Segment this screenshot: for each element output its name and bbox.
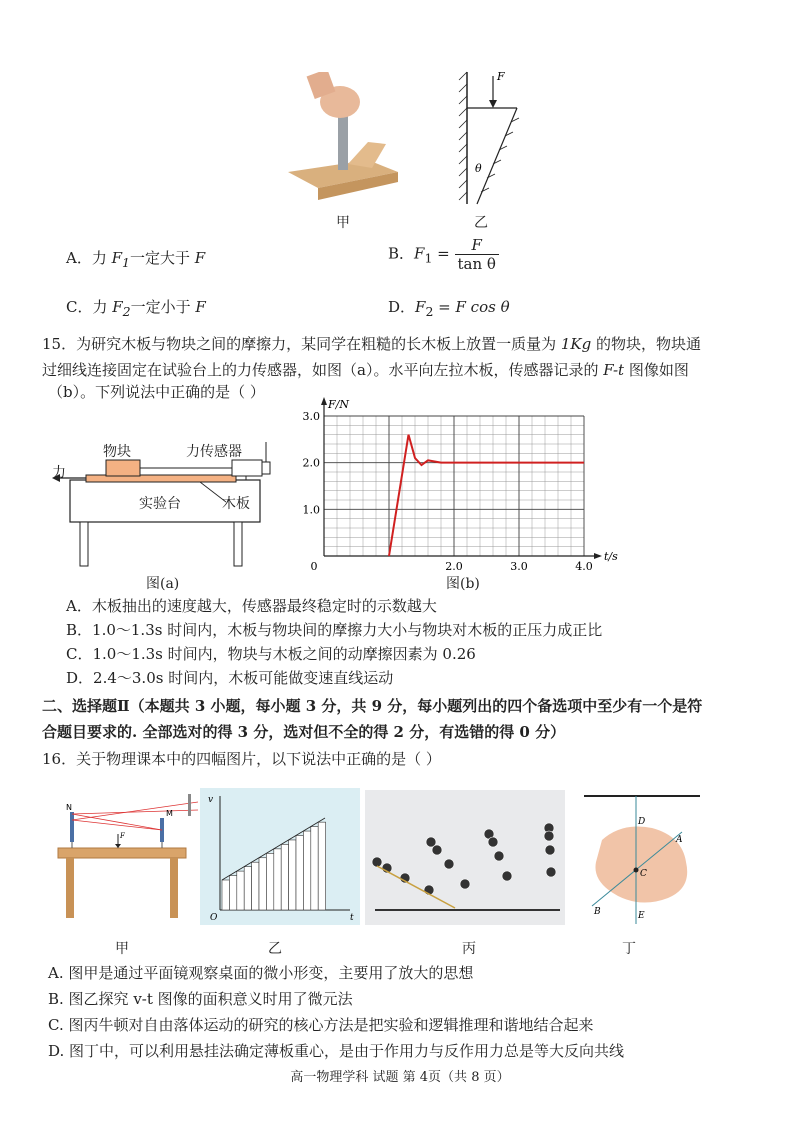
fig-yi-vt-graph xyxy=(200,788,360,925)
x-tick-label: 4.0 xyxy=(575,560,593,573)
q15-stem-line2: 过细线连接固定在试验台上的力传感器，如图（a）。水平向左拉木板，传感器记录的 F-t 图像如图 xyxy=(42,361,689,379)
x-tick-label: 0 xyxy=(310,560,318,573)
y-tick-label: 3.0 xyxy=(302,410,320,423)
ft-chart-svg xyxy=(296,396,626,574)
x-tick-label: 2.0 xyxy=(445,560,463,573)
mirror-m-label: M xyxy=(166,809,173,818)
x-tick-label: 3.0 xyxy=(510,560,528,573)
q15-option-c[interactable]: C．1.0～1.3s 时间内，物块与木板之间的动摩擦因素为 0.26 xyxy=(66,645,476,663)
point-d-label: D xyxy=(638,817,646,827)
fig-b-chart xyxy=(296,396,626,574)
q15-stem-line1: 15．为研究木板与物块之间的摩擦力，某同学在粗糙的长木板上放置一质量为 1Kg 的物块，物块通 xyxy=(42,335,701,353)
section2-heading-line1: 二、选择题Ⅱ（本题共 3 小题，每小题 3 分，共 9 分，每小题列出的四个备选项中至少有一个是符 xyxy=(42,697,703,715)
fig-jia-caption: 甲 xyxy=(336,215,350,231)
point-c-label: C xyxy=(640,869,647,879)
q16-stem: 16．关于物理课本中的四幅图片，以下说法中正确的是（ ） xyxy=(42,750,441,768)
vt-strip xyxy=(229,876,236,910)
label-table: 实验台 xyxy=(139,496,181,512)
label-sensor: 力传感器 xyxy=(186,444,242,460)
origin-label: O xyxy=(210,913,218,923)
point-e-label: E xyxy=(638,911,645,921)
q14-option-d[interactable]: D．$F_2 = F$ cos θ xyxy=(388,298,510,319)
fig-ding-suspended-plate xyxy=(582,792,702,930)
label-block: 物块 xyxy=(103,444,131,460)
label-board: 木板 xyxy=(222,496,250,512)
chisel-photo xyxy=(288,72,398,202)
vt-strip xyxy=(303,831,310,910)
t-axis-label: t xyxy=(350,913,354,923)
mirror-n-label: N xyxy=(66,803,72,812)
x-axis-arrow xyxy=(594,553,602,559)
vt-strip xyxy=(244,867,251,910)
section2-heading-line2: 合题目要求的. 全部选对的得 3 分，选对但不全的得 2 分，有选错的得 0 分） xyxy=(42,723,566,741)
q15-option-b[interactable]: B．1.0～1.3s 时间内，木板与物块间的摩擦力大小与物块对木板的正压力成正比 xyxy=(66,621,603,639)
q16-option-c[interactable]: C. 图丙牛顿对自由落体运动的研究的核心方法是把实验和逻辑推理和谐地结合起来 xyxy=(48,1016,594,1034)
x-axis-label: t/s xyxy=(604,550,618,563)
label-force: 力 xyxy=(52,465,66,481)
q16-caption-ding: 丁 xyxy=(622,941,636,957)
q16-option-d[interactable]: D. 图丁中，可以利用悬挂法确定薄板重心，是由于作用力与反作用力总是等大反向共线 xyxy=(48,1042,625,1060)
force-f-label: F xyxy=(497,70,505,83)
q16-option-a[interactable]: A. 图甲是通过平面镜观察桌面的微小形变，主要用了放大的思想 xyxy=(48,964,474,982)
vt-strip xyxy=(289,840,296,910)
force-label: F xyxy=(120,832,125,840)
y-axis-label: F/N xyxy=(328,398,349,411)
point-b-label: B xyxy=(594,907,601,917)
q15-option-a[interactable]: A．木板抽出的速度越大，传感器最终稳定时的示数越大 xyxy=(66,597,437,615)
fig-b-caption: 图(b) xyxy=(446,576,480,592)
fig-a-caption: 图(a) xyxy=(146,576,180,592)
q14-option-b[interactable]: B．$F_1$ = $\frac{F}{\text{tan θ}}$ xyxy=(388,236,499,273)
vt-strip xyxy=(222,880,229,910)
q16-caption-jia: 甲 xyxy=(115,941,129,957)
y-tick-label: 1.0 xyxy=(302,503,320,517)
wedge-diagram xyxy=(455,68,555,208)
q16-caption-yi: 乙 xyxy=(268,941,282,957)
y-tick-label: 2.0 xyxy=(302,456,320,470)
q15-option-d[interactable]: D．2.4～3.0s 时间内，木板可能做变速直线运动 xyxy=(66,669,394,687)
point-a-label: A xyxy=(676,835,683,845)
q14-option-c[interactable]: C．力 $F_2$一定小于 F xyxy=(66,298,206,319)
y-axis-arrow xyxy=(321,397,327,405)
vt-strip xyxy=(274,849,281,910)
q16-option-b[interactable]: B. 图乙探究 v-t 图像的面积意义时用了微元法 xyxy=(48,990,353,1008)
vt-strip xyxy=(296,836,303,911)
vt-strip xyxy=(281,844,288,910)
fig-bing-falling-balls xyxy=(365,790,565,925)
series-line xyxy=(389,435,584,556)
vt-strip xyxy=(259,858,266,910)
fig-yi-caption: 乙 xyxy=(474,215,488,231)
v-axis-label: v xyxy=(208,795,214,805)
q15-stem-line3: （b）。下列说法中正确的是（ ） xyxy=(48,383,265,401)
q14-option-a[interactable]: A．力 $F_1$一定大于 F xyxy=(66,249,206,270)
vt-strip xyxy=(318,822,325,910)
vt-strip xyxy=(266,853,273,910)
vt-strip xyxy=(311,827,318,910)
fig-jia-mirror-desk xyxy=(48,790,198,925)
vt-strip xyxy=(237,871,244,910)
theta-label: θ xyxy=(475,162,482,175)
vt-strip xyxy=(252,862,259,910)
q16-caption-bing: 丙 xyxy=(462,941,476,957)
page-footer: 高一物理学科 试题 第 4页（共 8 页） xyxy=(290,1070,510,1085)
